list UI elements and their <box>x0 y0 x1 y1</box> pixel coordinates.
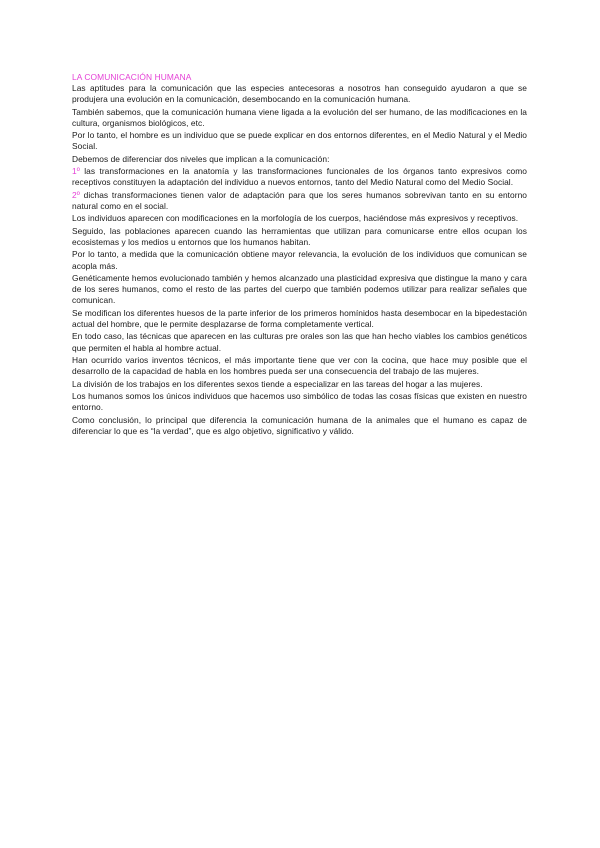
list-marker: 2º <box>72 189 80 200</box>
paragraph: En todo caso, las técnicas que aparecen en las culturas pre orales son las que han hecho viables los cambios genéticos que permiten el habla al hombre actual. <box>72 331 527 353</box>
paragraph: Se modifican los diferentes huesos de la parte inferior de los primeros homínidos hasta desembocar en la bipedestación actual del hombre, que le permite desplazarse de forma completamente vertical. <box>72 307 527 329</box>
paragraph: Por lo tanto, el hombre es un individuo que se puede explicar en dos entornos diferentes, en el Medio Natural y el Medio Social. <box>72 130 527 152</box>
paragraph: También sabemos, que la comunicación humana viene ligada a la evolución del ser humano, de las modificaciones en la cultura, organismos biológicos, etc. <box>72 106 527 128</box>
paragraph: Como conclusión, lo principal que diferencia la comunicación humana de la animales que el humano es capaz de diferenciar lo que es “la verdad”, que es algo objetivo, significativo y válido. <box>72 414 527 436</box>
document-title: LA COMUNICACIÓN HUMANA <box>72 72 192 82</box>
paragraph-text: dichas transformaciones tienen valor de adaptación para que los seres humanos sobrevivan tanto en su entorno natural como en el social. <box>72 189 527 211</box>
paragraph-text: las transformaciones en la anatomía y las transformaciones funcionales de los órganos tanto expresivos como receptivos constituyen la adaptación del individuo a nuevos entornos, tanto del Medio Natural como del Medio Social. <box>72 166 527 188</box>
numbered-paragraph <box>72 190 527 212</box>
paragraph: Debemos de diferenciar dos niveles que implican a la comunicación: <box>72 153 330 164</box>
paragraph: Los individuos aparecen con modificaciones en la morfología de los cuerpos, haciéndose más expresivos y receptivos. <box>72 213 519 224</box>
list-marker: 1º <box>72 166 80 177</box>
paragraph: Las aptitudes para la comunicación que las especies antecesoras a nosotros han conseguido ayudaron a que se produjera una evolución en la comunicación, desembocando en la comunicación humana. <box>72 83 527 105</box>
paragraph: Han ocurrido varios inventos técnicos, el más importante tiene que ver con la cocina, que hace muy posible que el desarrollo de la capacidad de habla en los hombres pueda ser una consecuencia del trabajo de las mujeres. <box>72 354 527 377</box>
paragraph: Los humanos somos los únicos individuos que hacemos uso simbólico de todas las cosas físicas que existen en nuestro entorno. <box>72 390 527 413</box>
numbered-paragraph <box>72 166 527 188</box>
paragraph: Seguido, las poblaciones aparecen cuando las herramientas que utilizan para comunicarse entre ellos ocupan los ecosistemas y los medios u entornos que los humanos habitan. <box>72 225 527 247</box>
paragraph: Genéticamente hemos evolucionado también y hemos alcanzado una plasticidad expresiva que distingue la mano y cara de los seres humanos, como el resto de las partes del cuerpo que también podemos utilizar para realizar señales que comunican. <box>72 272 527 306</box>
paragraph: Por lo tanto, a medida que la comunicación obtiene mayor relevancia, la evolución de los individuos que comunican se acopla más. <box>72 249 527 271</box>
paragraph: La división de los trabajos en los diferentes sexos tiende a especializar en las tareas del hogar a las mujeres. <box>72 378 483 389</box>
